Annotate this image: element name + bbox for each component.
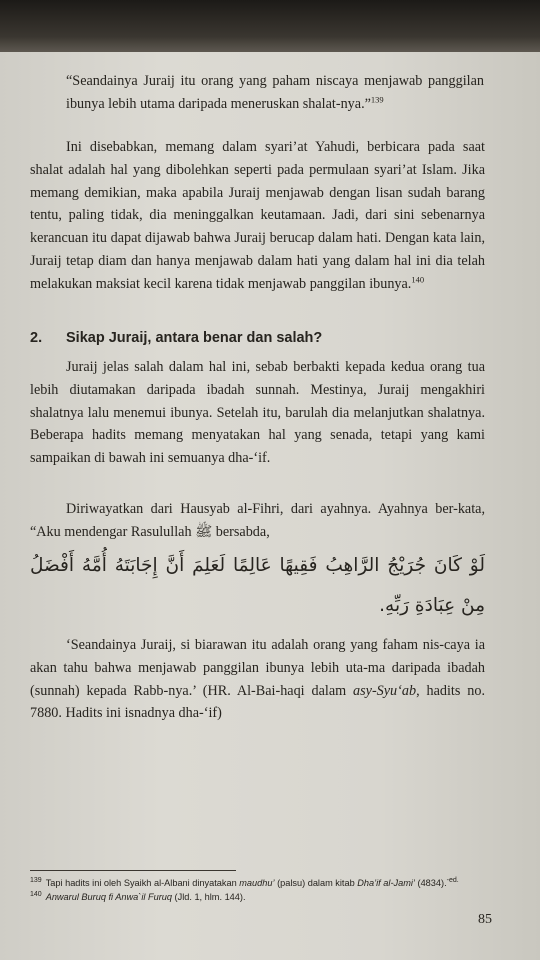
translation-quote-text-b: , hadits no. 7880. Hadits ini isnadnya dha-‘if) bbox=[30, 682, 485, 722]
translation-quote-source-title: asy-Syu‘ab bbox=[353, 682, 417, 699]
paragraph-narration bbox=[30, 498, 485, 544]
translation-quote-text-a: ‘Seandainya Juraij, si biarawan itu adalah orang yang faham nis-caya ia akan tahu bahwa menjawab panggilan ibunya lebih uta-ma daripada ibadah (sunnah) kepada Rabb-nya.’ (HR. Al-Bai-haqi dalam bbox=[30, 637, 485, 699]
footnotes bbox=[30, 876, 490, 904]
footnote-140 bbox=[30, 890, 490, 904]
paragraph-juraij-wrong bbox=[30, 356, 485, 470]
footnote-number: 139 bbox=[30, 876, 42, 884]
opening-quote-text: “Seandainya Juraij itu orang yang paham niscaya menjawab panggilan ibunya lebih utama daripada meneruskan shalat-nya.” bbox=[66, 73, 484, 112]
section-heading bbox=[30, 330, 322, 346]
footnote-139 bbox=[30, 876, 490, 890]
footnote-text: (Jld. 1, hlm. 144). bbox=[171, 892, 246, 902]
footnote-text: (4834). bbox=[414, 878, 447, 888]
footnote-editor-mark: -ed. bbox=[446, 876, 459, 884]
translation-quote bbox=[30, 634, 485, 725]
arabic-hadith bbox=[30, 546, 485, 626]
footnote-text-italic: Anwarul Buruq fi Anwa`il Furuq bbox=[45, 892, 172, 902]
arabic-hadith-text: لَوْ كَانَ جُرَيْجُ الرَّاهِبُ فَقِيهًا عَالِمًا لَعَلِمَ أَنَّ إِجَابَتَهُ أُمَّهُ أَفْضَلُ مِنْ عِبَادَةِ رَبِّهِ. bbox=[30, 555, 485, 616]
paragraph-juraij-wrong-text: Juraij jelas salah dalam hal ini, sebab berbakti kepada kedua orang tua lebih diutamakan daripada ibadah sunnah. Mestinya, Juraij mengakhiri shalatnya lalu menemui ibunya. Setelah itu, barulah dia melanjutkan shalatnya. Beberapa hadits memang menyatakan hal yang senada, tetapi yang kami sampaikan di bawah ini semuanya dha-‘if. bbox=[30, 359, 485, 467]
footnote-text: Tapi hadits ini oleh Syaikh al-Albani dinyatakan bbox=[45, 878, 240, 888]
footnote-number: 140 bbox=[30, 890, 42, 898]
page-number: 85 bbox=[478, 912, 492, 927]
footnote-text-italic: maudhu’ bbox=[239, 878, 275, 888]
footnote-text-italic: Dha’if al-Jami’ bbox=[357, 878, 415, 888]
footnote-ref-139: 139 bbox=[370, 94, 384, 105]
footnote-text: (palsu) dalam kitab bbox=[274, 878, 358, 888]
paragraph-narration-text: Diriwayatkan dari Hausyab al-Fihri, dari ayahnya. Ayahnya ber-kata, “Aku mendengar Rasulullah ﷺ bersabda, bbox=[30, 501, 485, 540]
section-number: 2. bbox=[30, 330, 43, 346]
paragraph-explanation bbox=[30, 136, 485, 296]
footnote-ref-140: 140 bbox=[411, 274, 425, 285]
background-shadow bbox=[0, 0, 540, 52]
paragraph-explanation-text: Ini disebabkan, memang dalam syari’at Yahudi, berbicara pada saat shalat adalah hal yang dibolehkan seperti pada permulaan syari’at Islam. Jika memang demikian, maka apabila Juraij menjawab dengan lisan sudah barang tentu, paling tidak, dia meninggalkan keutamaan. Jadi, dari sini sebenarnya kerancuan itu dapat dijawab bahwa Juraij berucap dalam hati. Dengan kata lain, Juraij tetap diam dan hanya menjawab dalam hati yang dalam hal ini dia telah melakukan maksiat kecil karena tidak menjawab panggilan ibunya. bbox=[30, 139, 485, 292]
opening-quote bbox=[66, 70, 484, 116]
section-title: Sikap Juraij, antara benar dan salah? bbox=[66, 330, 323, 346]
footnote-divider bbox=[30, 870, 236, 871]
book-page bbox=[0, 52, 540, 960]
